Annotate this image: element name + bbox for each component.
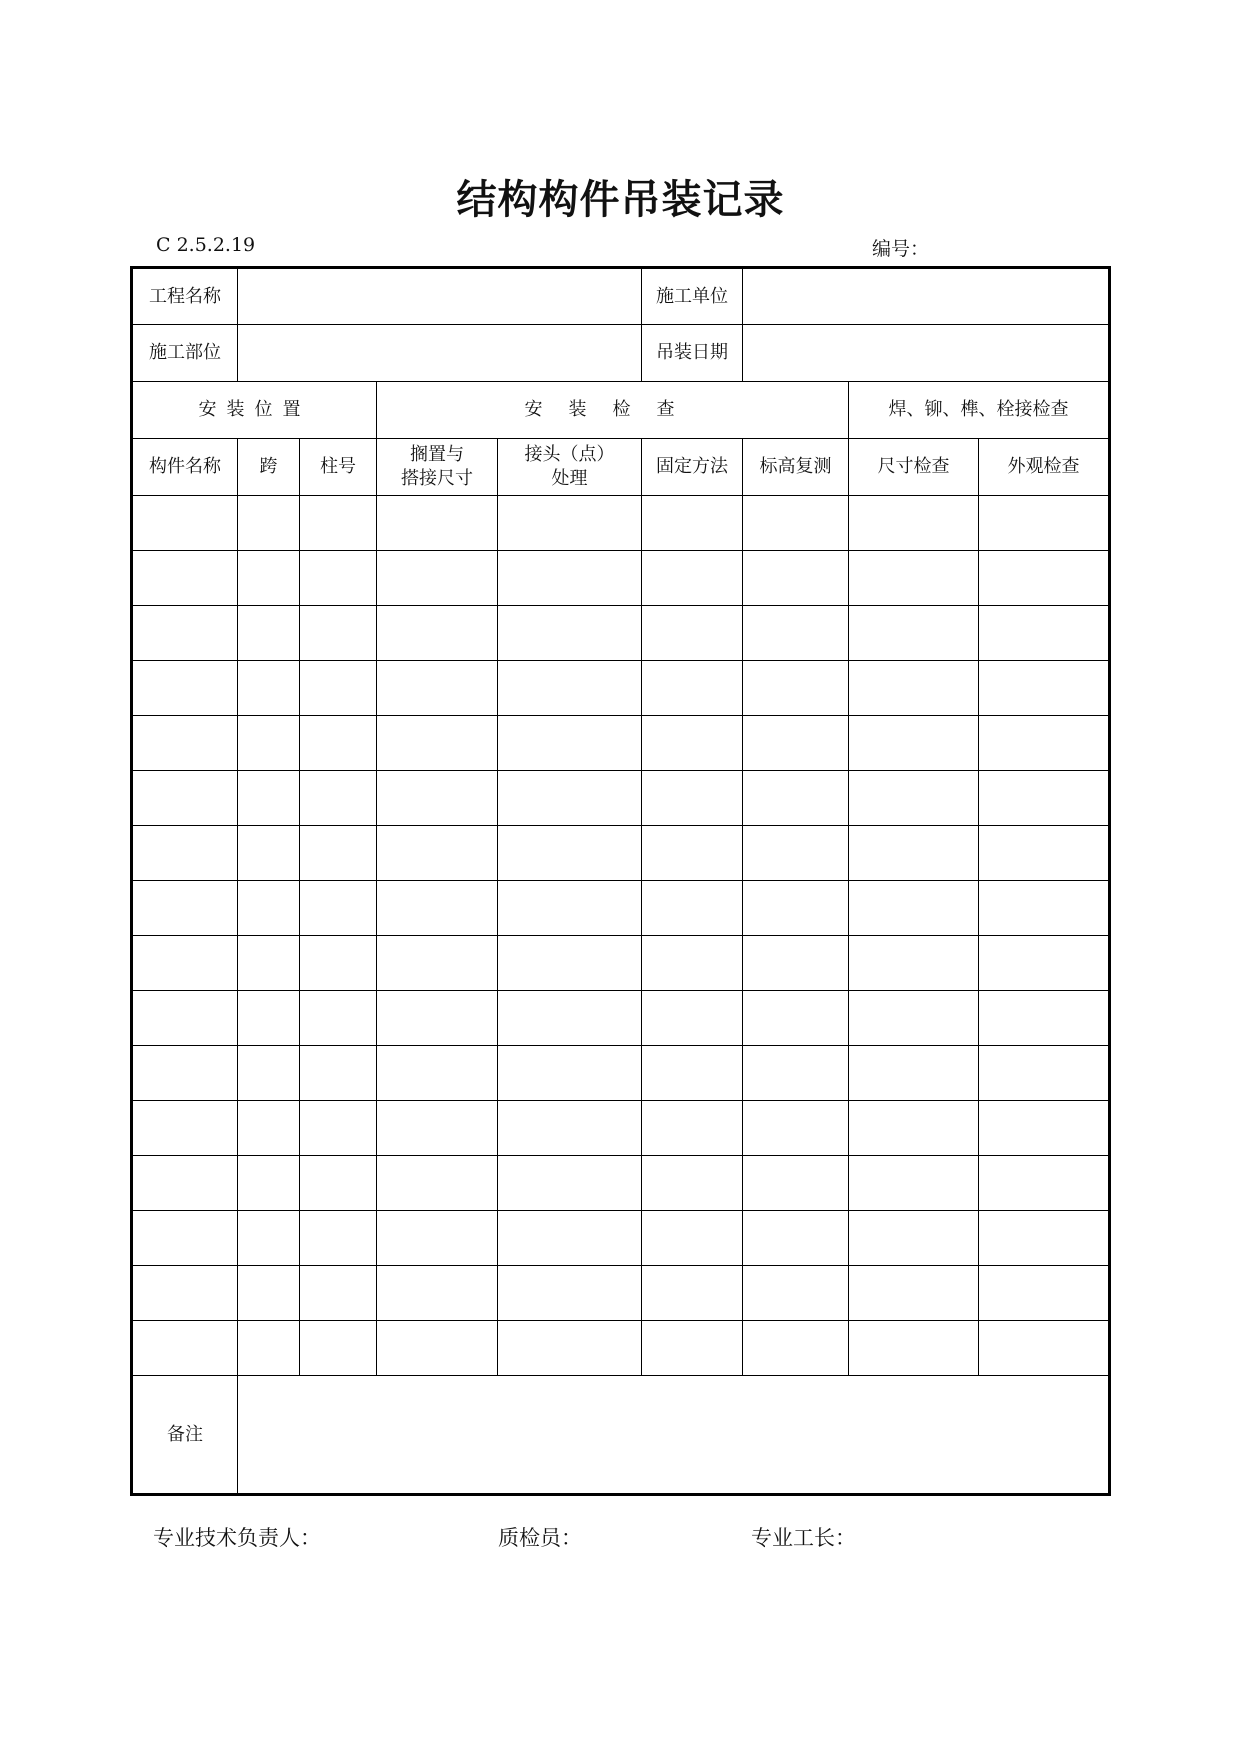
install-position-header: 安装位置 [132,382,377,439]
data-cell[interactable] [238,1321,300,1376]
data-cell[interactable] [238,1046,300,1101]
data-cell[interactable] [979,991,1110,1046]
data-cell[interactable] [132,1156,238,1211]
data-cell[interactable] [377,1101,498,1156]
data-cell[interactable] [849,991,979,1046]
data-cell[interactable] [979,1156,1110,1211]
data-cell[interactable] [743,881,849,936]
data-cell[interactable] [979,771,1110,826]
data-cell[interactable] [300,1101,377,1156]
install-inspection-header: 安装检查 [377,382,849,439]
data-cell[interactable] [743,496,849,551]
data-cell[interactable] [642,1156,743,1211]
data-cell[interactable] [238,606,300,661]
data-cell[interactable] [979,1046,1110,1101]
data-cell[interactable] [377,551,498,606]
info-row-1 [132,268,1110,325]
data-row [132,826,1110,881]
data-cell[interactable] [743,1156,849,1211]
data-cell[interactable] [498,606,642,661]
data-cell[interactable] [132,1321,238,1376]
data-cell[interactable] [498,991,642,1046]
data-cell[interactable] [979,1101,1110,1156]
data-cell[interactable] [849,771,979,826]
data-cell[interactable] [238,1101,300,1156]
data-cell[interactable] [377,716,498,771]
data-cell[interactable] [377,1046,498,1101]
data-row [132,551,1110,606]
data-cell[interactable] [498,881,642,936]
data-cell[interactable] [132,1266,238,1321]
data-cell[interactable] [743,1321,849,1376]
data-cell[interactable] [979,1211,1110,1266]
data-cell[interactable] [743,1101,849,1156]
data-row [132,1321,1110,1376]
data-cell[interactable] [132,826,238,881]
data-cell[interactable] [498,1046,642,1101]
data-cell[interactable] [238,1211,300,1266]
data-cell[interactable] [132,991,238,1046]
data-cell[interactable] [849,606,979,661]
data-cell[interactable] [498,661,642,716]
data-cell[interactable] [642,1211,743,1266]
column-header-row [132,439,1110,496]
data-cell[interactable] [743,551,849,606]
member-name-header: 构件名称 [132,439,238,496]
data-cell[interactable] [377,1211,498,1266]
data-cell[interactable] [642,1101,743,1156]
data-cell[interactable] [979,881,1110,936]
bearing-size-header [377,439,498,496]
data-cell[interactable] [300,1211,377,1266]
info-row-2 [132,325,1110,382]
data-cell[interactable] [642,771,743,826]
data-cell[interactable] [642,551,743,606]
construction-unit-field[interactable] [743,268,1110,325]
data-cell[interactable] [849,1101,979,1156]
data-cell[interactable] [300,606,377,661]
data-cell[interactable] [498,771,642,826]
joint-treatment-header [498,439,642,496]
data-cell[interactable] [132,1046,238,1101]
data-cell[interactable] [498,496,642,551]
remarks-field[interactable] [238,1376,1110,1495]
inspector-signature-label: 质检员： [498,1526,582,1550]
group-header-row [132,382,1110,439]
data-cell[interactable] [377,496,498,551]
construction-part-label: 施工部位 [132,325,238,382]
data-cell[interactable] [498,1101,642,1156]
data-cell[interactable] [979,496,1110,551]
data-cell[interactable] [849,496,979,551]
data-cell[interactable] [377,1156,498,1211]
data-cell[interactable] [743,771,849,826]
data-rows [132,496,1110,1376]
fixing-method-header: 固定方法 [642,439,743,496]
data-cell[interactable] [979,716,1110,771]
data-cell[interactable] [849,881,979,936]
data-cell[interactable] [238,1156,300,1211]
column-no-header: 柱号 [300,439,377,496]
data-cell[interactable] [132,771,238,826]
data-cell[interactable] [642,716,743,771]
data-cell[interactable] [132,1101,238,1156]
joint-treatment-header-line1: 接头（点） [524,444,615,465]
form-code: C 2.5.2.19 [156,234,256,256]
hoisting-date-field[interactable] [743,325,1110,382]
construction-part-field[interactable] [238,325,642,382]
data-cell[interactable] [300,991,377,1046]
data-cell[interactable] [849,661,979,716]
form-title: 结构构件吊装记录 [456,176,785,223]
construction-unit-label: 施工单位 [642,268,743,325]
data-row [132,1101,1110,1156]
data-cell[interactable] [642,1321,743,1376]
data-cell[interactable] [498,551,642,606]
data-cell[interactable] [377,1321,498,1376]
data-row [132,881,1110,936]
data-row [132,1046,1110,1101]
data-cell[interactable] [849,1156,979,1211]
data-cell[interactable] [300,716,377,771]
data-row [132,496,1110,551]
bearing-size-header-line2: 搭接尺寸 [401,468,473,489]
data-row [132,936,1110,991]
data-cell[interactable] [642,496,743,551]
data-cell[interactable] [743,1211,849,1266]
span-header: 跨 [238,439,300,496]
data-cell[interactable] [849,551,979,606]
data-cell[interactable] [377,771,498,826]
data-cell[interactable] [132,606,238,661]
data-cell[interactable] [849,1266,979,1321]
dimension-check-header: 尺寸检查 [849,439,979,496]
data-row [132,991,1110,1046]
elevation-check-header: 标高复测 [743,439,849,496]
data-cell[interactable] [300,1156,377,1211]
data-cell[interactable] [300,1266,377,1321]
data-row [132,606,1110,661]
data-cell[interactable] [300,936,377,991]
project-name-field[interactable] [238,268,642,325]
weld-inspection-header: 焊、铆、榫、栓接检查 [849,382,1110,439]
serial-number-label: 编号： [872,238,930,260]
data-cell[interactable] [642,991,743,1046]
data-cell[interactable] [743,661,849,716]
data-cell[interactable] [979,1321,1110,1376]
data-cell[interactable] [642,1046,743,1101]
hoisting-date-label: 吊装日期 [642,325,743,382]
data-cell[interactable] [300,1046,377,1101]
data-cell[interactable] [238,496,300,551]
data-cell[interactable] [300,496,377,551]
data-row [132,771,1110,826]
data-cell[interactable] [132,1211,238,1266]
data-cell[interactable] [743,1266,849,1321]
data-cell[interactable] [238,551,300,606]
data-cell[interactable] [377,991,498,1046]
data-cell[interactable] [132,496,238,551]
data-cell[interactable] [498,936,642,991]
data-cell[interactable] [132,936,238,991]
remarks-label: 备注 [132,1376,238,1495]
data-cell[interactable] [849,826,979,881]
data-cell[interactable] [498,1266,642,1321]
data-cell[interactable] [642,606,743,661]
data-row [132,716,1110,771]
data-cell[interactable] [238,826,300,881]
data-cell[interactable] [979,826,1110,881]
data-cell[interactable] [849,716,979,771]
data-cell[interactable] [238,936,300,991]
data-cell[interactable] [642,826,743,881]
data-cell[interactable] [979,936,1110,991]
appearance-check-header: 外观检查 [979,439,1110,496]
data-cell[interactable] [132,716,238,771]
joint-treatment-header-line2: 处理 [551,468,588,489]
data-cell[interactable] [498,716,642,771]
bearing-size-header-line1: 搁置与 [410,444,464,465]
data-cell[interactable] [377,826,498,881]
data-cell[interactable] [498,1211,642,1266]
data-cell[interactable] [849,1321,979,1376]
data-cell[interactable] [300,551,377,606]
data-cell[interactable] [849,1211,979,1266]
data-row [132,1156,1110,1211]
data-cell[interactable] [377,606,498,661]
data-row [132,1211,1110,1266]
data-row [132,661,1110,716]
data-row [132,1266,1110,1321]
data-cell[interactable] [238,661,300,716]
data-cell[interactable] [849,936,979,991]
data-cell[interactable] [979,1266,1110,1321]
tech-lead-signature-label: 专业技术负责人： [153,1526,321,1550]
data-cell[interactable] [132,551,238,606]
data-cell[interactable] [979,661,1110,716]
data-cell[interactable] [300,826,377,881]
data-cell[interactable] [300,1321,377,1376]
data-cell[interactable] [743,1046,849,1101]
data-cell[interactable] [743,936,849,991]
data-cell[interactable] [377,936,498,991]
data-cell[interactable] [238,881,300,936]
data-cell[interactable] [642,881,743,936]
data-cell[interactable] [238,771,300,826]
data-cell[interactable] [642,1266,743,1321]
data-cell[interactable] [498,1321,642,1376]
data-cell[interactable] [132,881,238,936]
data-cell[interactable] [238,991,300,1046]
data-cell[interactable] [849,1046,979,1101]
project-name-label: 工程名称 [132,268,238,325]
data-cell[interactable] [132,661,238,716]
data-cell[interactable] [300,881,377,936]
data-cell[interactable] [642,661,743,716]
data-cell[interactable] [743,606,849,661]
data-cell[interactable] [377,881,498,936]
data-cell[interactable] [300,771,377,826]
hoisting-record-table [130,266,1111,1496]
data-cell[interactable] [498,826,642,881]
data-cell[interactable] [238,1266,300,1321]
data-cell[interactable] [642,936,743,991]
data-cell[interactable] [377,1266,498,1321]
remarks-row [132,1376,1110,1495]
data-cell[interactable] [743,716,849,771]
data-cell[interactable] [498,1156,642,1211]
data-cell[interactable] [377,661,498,716]
data-cell[interactable] [979,606,1110,661]
data-cell[interactable] [743,991,849,1046]
data-cell[interactable] [979,551,1110,606]
foreman-signature-label: 专业工长： [751,1526,856,1550]
data-cell[interactable] [238,716,300,771]
data-cell[interactable] [300,661,377,716]
data-cell[interactable] [743,826,849,881]
